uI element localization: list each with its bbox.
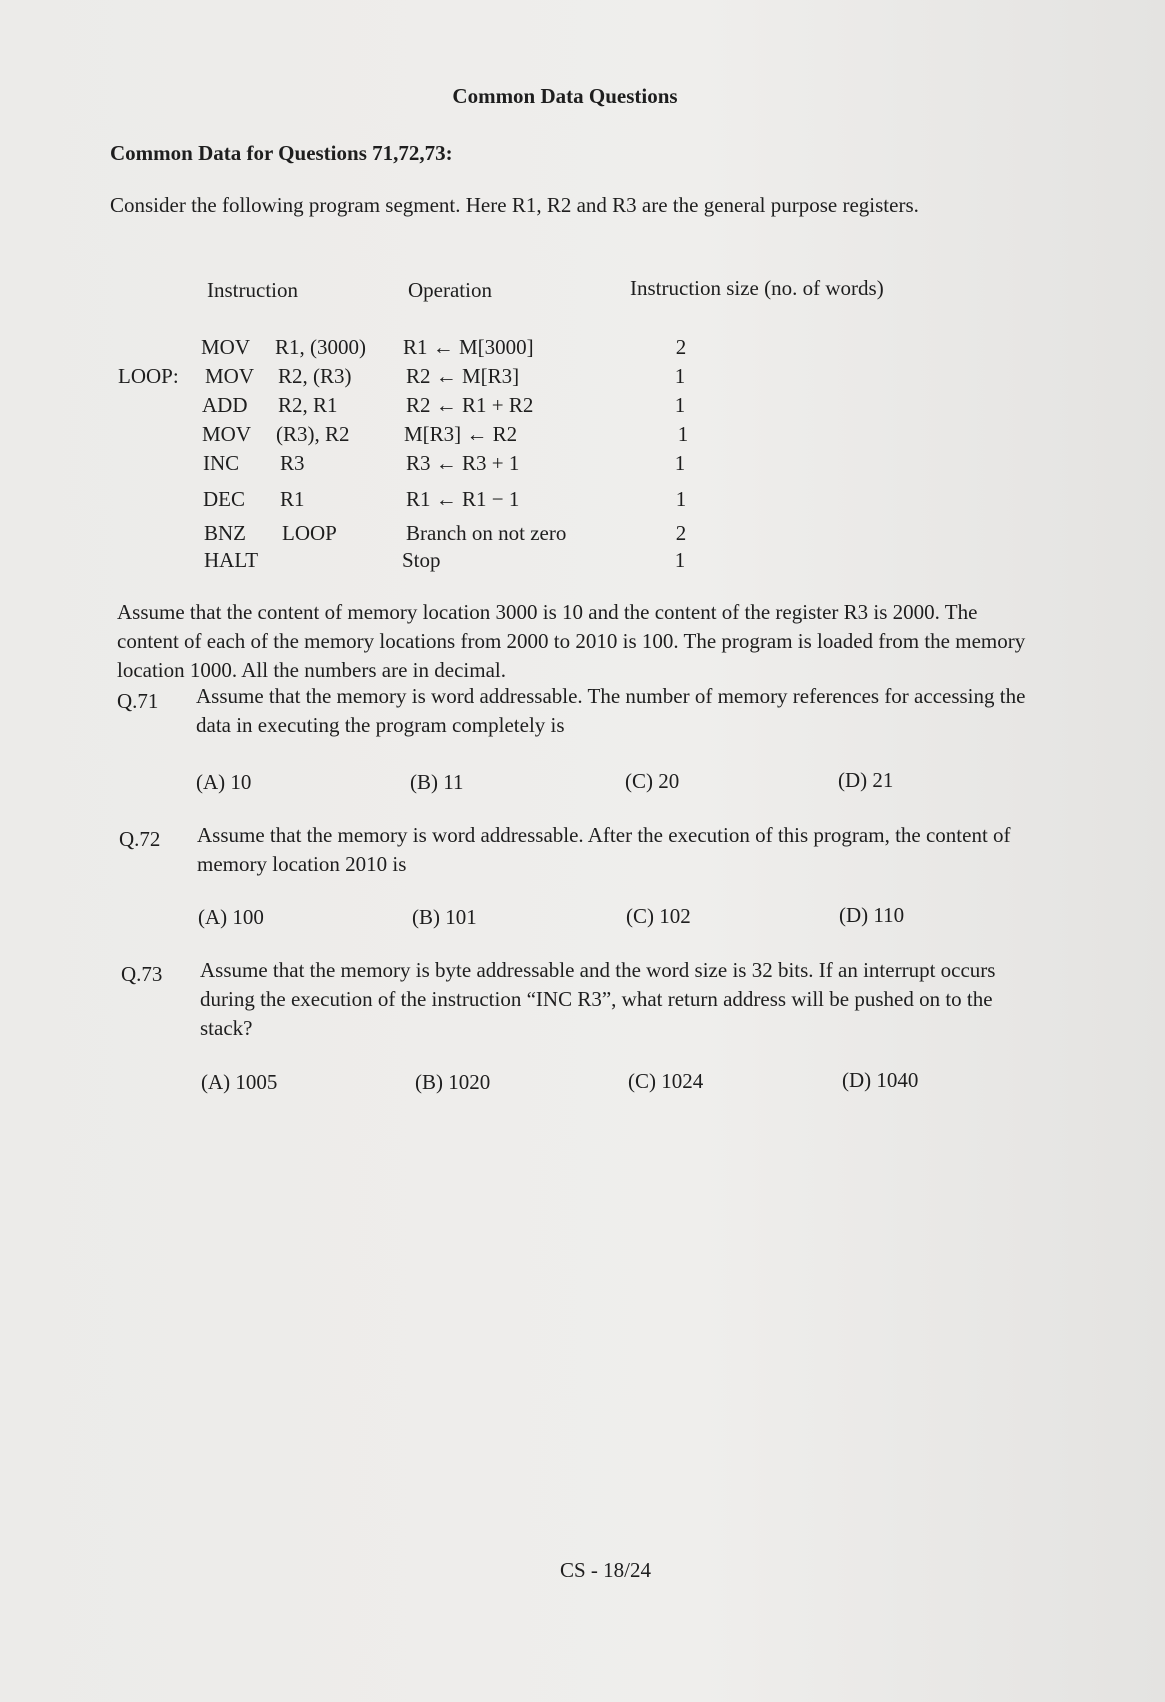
option-c[interactable]: (C) 1024: [628, 1069, 704, 1093]
option-b[interactable]: (B) 1020: [415, 1070, 491, 1094]
row-op: ADD: [202, 393, 248, 417]
row-op: INC: [203, 451, 240, 475]
option-d[interactable]: (D) 21: [838, 768, 894, 792]
row-op: DEC: [203, 487, 245, 511]
row-size: 1: [674, 451, 686, 475]
row-op: MOV: [205, 364, 255, 388]
row-operation: R1 ← R1 − 1: [406, 487, 520, 511]
assumption-text: Assume that the content of memory location 3000 is 10 and the content of the register R3 is 2000. The content of each of the memory locations from 2000 to 2010 is 100. The program is loaded from the memory location 1000. All the numbers are in decimal.: [117, 600, 1026, 682]
row-args: (R3), R2: [276, 422, 350, 446]
option-c[interactable]: (C) 20: [625, 769, 680, 793]
row-args: R3: [280, 451, 305, 475]
row-operation: Branch on not zero: [406, 521, 567, 545]
option-b[interactable]: (B) 101: [412, 905, 477, 929]
row-operation: R3 ← R3 + 1: [406, 451, 520, 475]
row-args: R2, (R3): [278, 364, 352, 388]
question-number: Q.71: [117, 689, 159, 713]
option-a[interactable]: (A) 1005: [201, 1070, 278, 1094]
header-size: Instruction size (no. of words): [630, 276, 884, 300]
row-size: 1: [675, 487, 687, 511]
question-text: Assume that the memory is byte addressable and the word size is 32 bits. If an interrupt occurs during the execution of the instruction “INC R3”, what return address will be pushed on to the stack?: [200, 958, 996, 1040]
page-footer: CS - 18/24: [560, 1558, 652, 1582]
option-a[interactable]: (A) 100: [198, 905, 264, 929]
row-args: R2, R1: [278, 393, 338, 417]
row-operation: R2 ← R1 + R2: [406, 393, 534, 417]
header-instruction: Instruction: [207, 278, 298, 302]
intro-text: Consider the following program segment. Here R1, R2 and R3 are the general purpose registers.: [110, 193, 919, 217]
row-args: LOOP: [282, 521, 337, 545]
row-size: 1: [674, 364, 686, 388]
row-op: MOV: [201, 335, 251, 359]
header-operation: Operation: [408, 278, 492, 302]
page-heading: Common Data Questions: [452, 84, 678, 108]
option-c[interactable]: (C) 102: [626, 904, 691, 928]
row-size: 1: [677, 422, 689, 446]
option-d[interactable]: (D) 1040: [842, 1068, 919, 1092]
row-op: HALT: [204, 548, 259, 572]
question-number: Q.72: [119, 827, 161, 851]
common-data-heading: Common Data for Questions 71,72,73:: [110, 141, 453, 165]
row-operation: Stop: [402, 548, 441, 572]
option-b[interactable]: (B) 11: [410, 770, 464, 794]
row-operation: R1 ← M[3000]: [403, 335, 534, 359]
option-a[interactable]: (A) 10: [196, 770, 252, 794]
row-op: MOV: [202, 422, 252, 446]
row-op: BNZ: [204, 521, 246, 545]
row-operation: M[R3] ← R2: [404, 422, 518, 446]
row-args: R1: [280, 487, 305, 511]
question-text: Assume that the memory is word addressable. After the execution of this program, the content of memory location 2010 is: [197, 823, 1011, 876]
row-size: 2: [675, 521, 687, 545]
question-text: Assume that the memory is word addressable. The number of memory references for accessing the data in executing the program completely is: [196, 684, 1026, 737]
row-args: R1, (3000): [275, 335, 366, 359]
row-size: 1: [674, 393, 686, 417]
row-operation: R2 ← M[R3]: [406, 364, 520, 388]
row-size: 2: [675, 335, 687, 359]
question-number: Q.73: [121, 962, 163, 986]
row-size: 1: [674, 548, 686, 572]
option-d[interactable]: (D) 110: [839, 903, 905, 927]
loop-label: LOOP:: [118, 364, 179, 388]
